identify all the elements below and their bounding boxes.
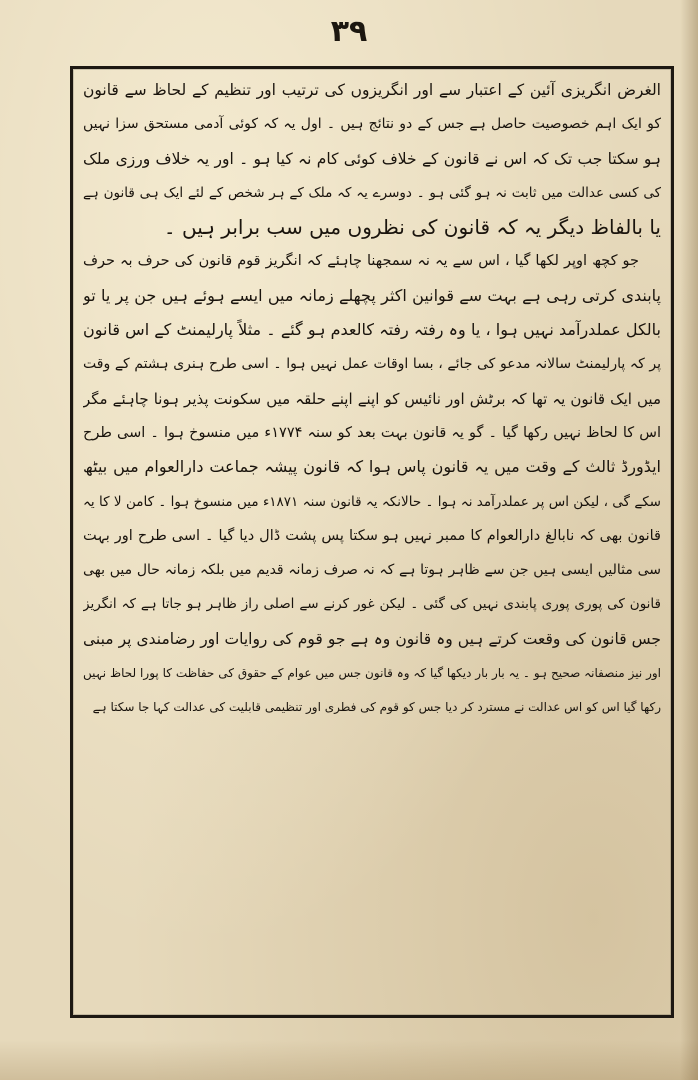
body-text — [83, 73, 661, 1009]
page-bottom-shadow — [0, 1040, 698, 1080]
page-number: ۳۹ — [330, 14, 368, 49]
text-line: اس کا لحاظ نہیں رکھا گیا ۔ گو یہ قانون بہت بعد کو سنہ ۱۷۷۴ء میں منسوخ ہوا ۔ اسی طرح — [83, 424, 661, 441]
text-line: الغرض انگریزی آئین کے اعتبار سے اور انگریزوں کی ترتیب اور تنظیم کے لحاظ سے قانون — [83, 81, 661, 99]
text-line: کی کسی عدالت میں ثابت نہ ہو گئی ہو ۔ دوسرے یہ کہ ملک کے ہر شخص کے لئے ایک ہی قانون ہے — [83, 184, 661, 201]
page-edge-shadow — [680, 0, 698, 1080]
text-line: پر کہ پارلیمنٹ سالانہ مدعو کی جائے ، بسا اوقات عمل نہیں ہوا ۔ اسی طرح ہنری ہشتم کے وقت — [83, 356, 661, 373]
text-line: کو ایک اہم خصوصیت حاصل ہے جس کے دو نتائج ہیں ۔ اول یہ کہ کوئی آدمی مستحق سزا نہیں — [83, 116, 661, 133]
text-line: سی مثالیں ایسی ہیں جن سے ظاہر ہوتا ہے کہ نہ صرف زمانہ قدیم میں بلکہ زمانہ حال میں بھی — [83, 562, 661, 579]
text-line: اور نیز منصفانہ صحیح ہو ۔ یہ بار بار دیکھا گیا کہ وہ قانون جس میں عوام کے حقوق کی حفاظت کا پورا لحاظ نہیں — [83, 666, 661, 681]
text-line: قانون کی پوری پوری پابندی نہیں کی گئی ۔ لیکن غور کرنے سے اصلی راز ظاہر ہو جاتا ہے کہ انگریز — [83, 596, 661, 613]
text-line: جو کچھ اوپر لکھا گیا ، اس سے یہ نہ سمجھنا چاہئے کہ انگریز قوم قانون کی حرف بہ حرف — [83, 253, 639, 270]
text-line: ایڈورڈ ثالث کے وقت میں یہ قانون پاس ہوا کہ قانون پیشہ جماعت دارالعوام میں بیٹھ — [83, 457, 661, 477]
text-line: بالکل عملدرآمد نہیں ہوا ، یا وہ رفتہ رفتہ کالعدم ہو گئے ۔ مثلاً پارلیمنٹ کے اس قانون — [83, 320, 661, 340]
text-frame — [70, 66, 674, 1018]
text-line: رکھا گیا اس کو اس عدالت نے مسترد کر دیا جس کو قوم کی فطری اور تنظیمی قابلیت کی عدالت کہا جا سکتا ہے — [92, 700, 661, 715]
text-line: قانون بھی کہ نابالغ دارالعوام کا ممبر نہیں ہو سکتا پس پشت ڈال دیا گیا ۔ اسی طرح اور بہت — [83, 527, 661, 544]
text-line: یا بالفاظ دیگر یہ کہ قانون کی نظروں میں سب برابر ہیں ۔ — [163, 215, 661, 240]
text-line: پابندی کرتی رہی ہے بہت سے قوانین اکثر پچھلے زمانہ میں ایسے ہوئے ہیں جن پر یا تو — [83, 285, 661, 305]
text-line: جس قانون کی وقعت کرتے ہیں وہ قانون وہ ہے جو قوم کی روایات اور رضامندی پر مبنی — [83, 629, 661, 648]
text-line: ہو سکتا جب تک کہ اس نے قانون کے خلاف کوئی کام نہ کیا ہو ۔ اور یہ خلاف ورزی ملک — [83, 149, 661, 168]
text-line: سکے گی ، لیکن اس پر عملدرآمد نہ ہوا ۔ حالانکہ یہ قانون سنہ ۱۸۷۱ء میں منسوخ ہوا ۔ کامن لا کا یہ — [83, 493, 661, 510]
text-line: میں ایک قانون یہ تھا کہ برٹش اور نائیس کو اپنے اپنے حلقہ میں سکونت پذیر ہونا چاہئے مگر — [83, 389, 661, 408]
